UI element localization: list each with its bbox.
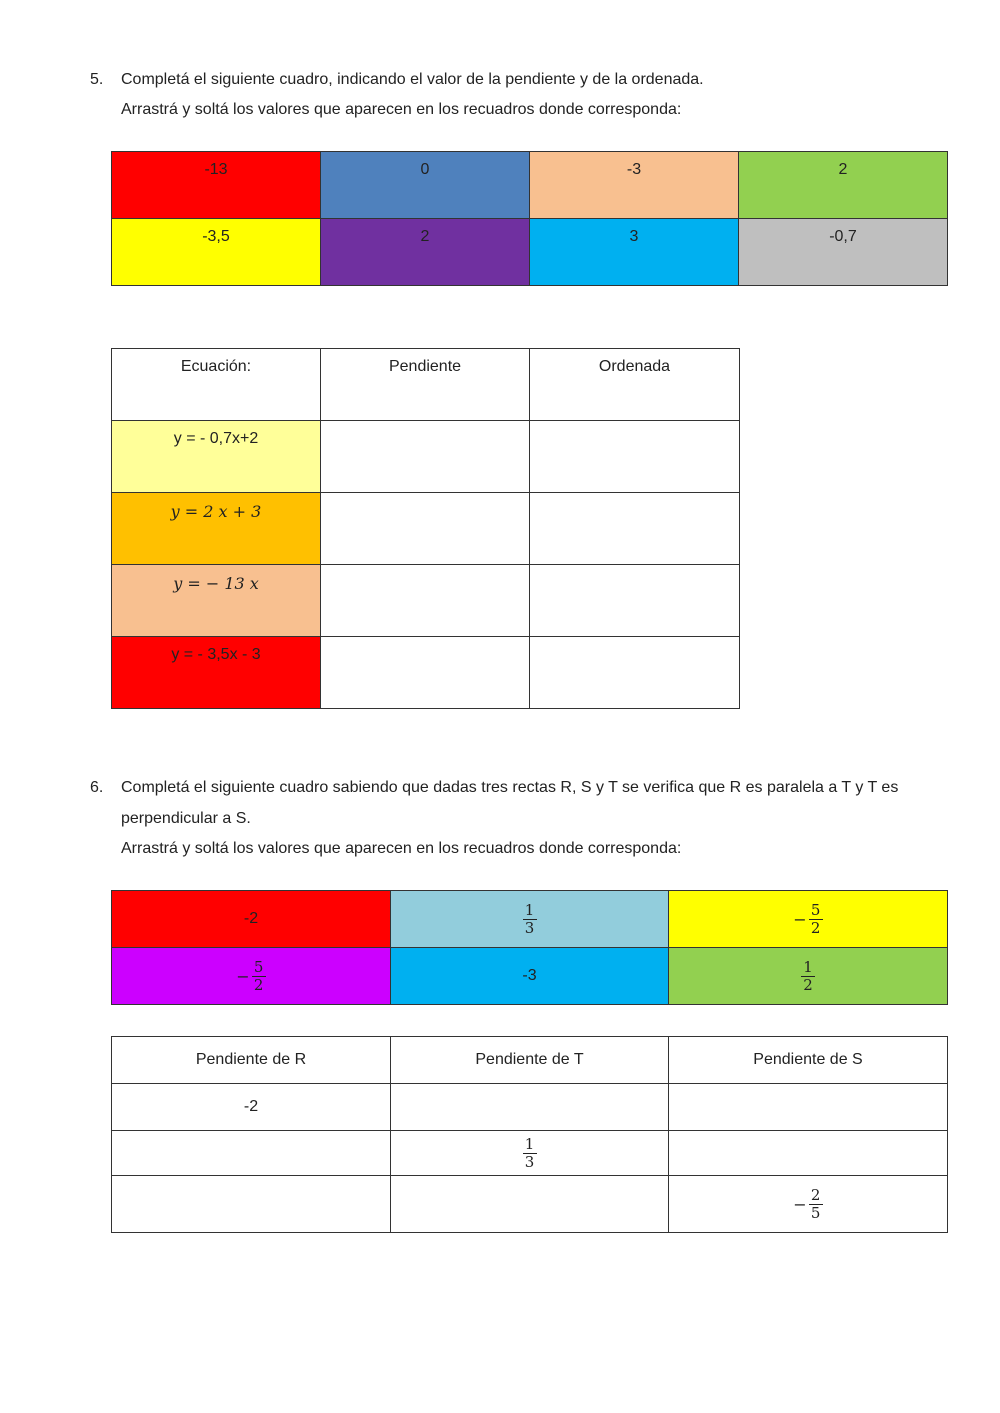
fraction: [801, 959, 815, 994]
q6-value-tiles: [111, 890, 948, 1005]
slope-drop-zone[interactable]: [321, 493, 530, 565]
q5-number: 5.: [90, 71, 104, 88]
draggable-tile[interactable]: [669, 891, 948, 948]
q6-slopes-table: [111, 1036, 948, 1233]
header-intercept: Ordenada: [530, 349, 740, 421]
intercept-drop-zone[interactable]: [530, 637, 740, 709]
header-slope-s: Pendiente de S: [669, 1037, 948, 1084]
draggable-tile[interactable]: -3: [391, 948, 669, 1005]
header-equation: Ecuación:: [112, 349, 321, 421]
slope-t-value: [391, 1131, 669, 1176]
slope-t-drop-zone[interactable]: [391, 1084, 669, 1131]
draggable-tile[interactable]: -2: [112, 891, 391, 948]
slope-t-drop-zone[interactable]: [391, 1176, 669, 1233]
slope-drop-zone[interactable]: [321, 637, 530, 709]
header-slope-t: Pendiente de T: [391, 1037, 669, 1084]
denominator: 3: [524, 1152, 535, 1171]
draggable-tile[interactable]: [391, 891, 669, 948]
equation-cell: y = - 3,5x - 3: [112, 637, 321, 709]
minus-sign: −: [236, 966, 250, 986]
intercept-drop-zone[interactable]: [530, 493, 740, 565]
slope-s-value: [669, 1176, 948, 1233]
fraction: [809, 902, 823, 937]
draggable-tile[interactable]: -3: [530, 152, 739, 219]
fraction: [523, 1136, 537, 1171]
draggable-tile[interactable]: -3,5: [112, 219, 321, 286]
draggable-tile[interactable]: -13: [112, 152, 321, 219]
minus-sign: −: [793, 1194, 807, 1214]
numerator: 1: [524, 900, 535, 919]
fraction: [809, 1187, 823, 1222]
q5-instruction-line2: Arrastrá y soltá los valores que aparecen en los recuadros donde corresponda:: [121, 101, 682, 118]
draggable-tile[interactable]: -0,7: [739, 219, 948, 286]
numerator: 5: [253, 957, 264, 976]
equation-cell: y = 2 x + 3: [112, 493, 321, 565]
minus-sign: −: [793, 909, 807, 929]
draggable-tile[interactable]: 0: [321, 152, 530, 219]
equation-cell: y = - 0,7x+2: [112, 421, 321, 493]
q5-equation-table: [111, 348, 740, 709]
fraction: [523, 902, 537, 937]
fraction: [252, 959, 266, 994]
draggable-tile[interactable]: 2: [739, 152, 948, 219]
equation-cell: y = − 13 x: [112, 565, 321, 637]
denominator: 3: [524, 918, 535, 937]
slope-drop-zone[interactable]: [321, 421, 530, 493]
draggable-tile[interactable]: [112, 948, 391, 1005]
draggable-tile[interactable]: [669, 948, 948, 1005]
slope-s-drop-zone[interactable]: [669, 1084, 948, 1131]
q5-value-tiles: [111, 151, 948, 286]
numerator: 2: [810, 1185, 821, 1204]
header-slope: Pendiente: [321, 349, 530, 421]
draggable-tile[interactable]: 2: [321, 219, 530, 286]
denominator: 2: [803, 975, 813, 994]
intercept-drop-zone[interactable]: [530, 421, 740, 493]
intercept-drop-zone[interactable]: [530, 565, 740, 637]
denominator: 2: [253, 975, 264, 994]
numerator: 1: [524, 1134, 535, 1153]
q6-instruction-line1: Completá el siguiente cuadro sabiendo que dadas tres rectas R, S y T se verifica que R es paralela a T y T es: [121, 779, 899, 796]
q6-instruction-line3: Arrastrá y soltá los valores que aparecen en los recuadros donde corresponda:: [121, 840, 682, 857]
numerator: 5: [810, 900, 821, 919]
denominator: 5: [810, 1203, 821, 1222]
q6-number: 6.: [90, 779, 104, 796]
q5-instruction-line1: Completá el siguiente cuadro, indicando el valor de la pendiente y de la ordenada.: [121, 71, 704, 88]
q6-instruction-line2: perpendicular a S.: [121, 810, 251, 827]
header-slope-r: Pendiente de R: [112, 1037, 391, 1084]
slope-r-drop-zone[interactable]: [112, 1131, 391, 1176]
draggable-tile[interactable]: 3: [530, 219, 739, 286]
slope-s-drop-zone[interactable]: [669, 1131, 948, 1176]
numerator: 1: [803, 957, 813, 976]
slope-r-drop-zone[interactable]: [112, 1176, 391, 1233]
slope-r-value: -2: [112, 1084, 391, 1131]
slope-drop-zone[interactable]: [321, 565, 530, 637]
denominator: 2: [810, 918, 821, 937]
